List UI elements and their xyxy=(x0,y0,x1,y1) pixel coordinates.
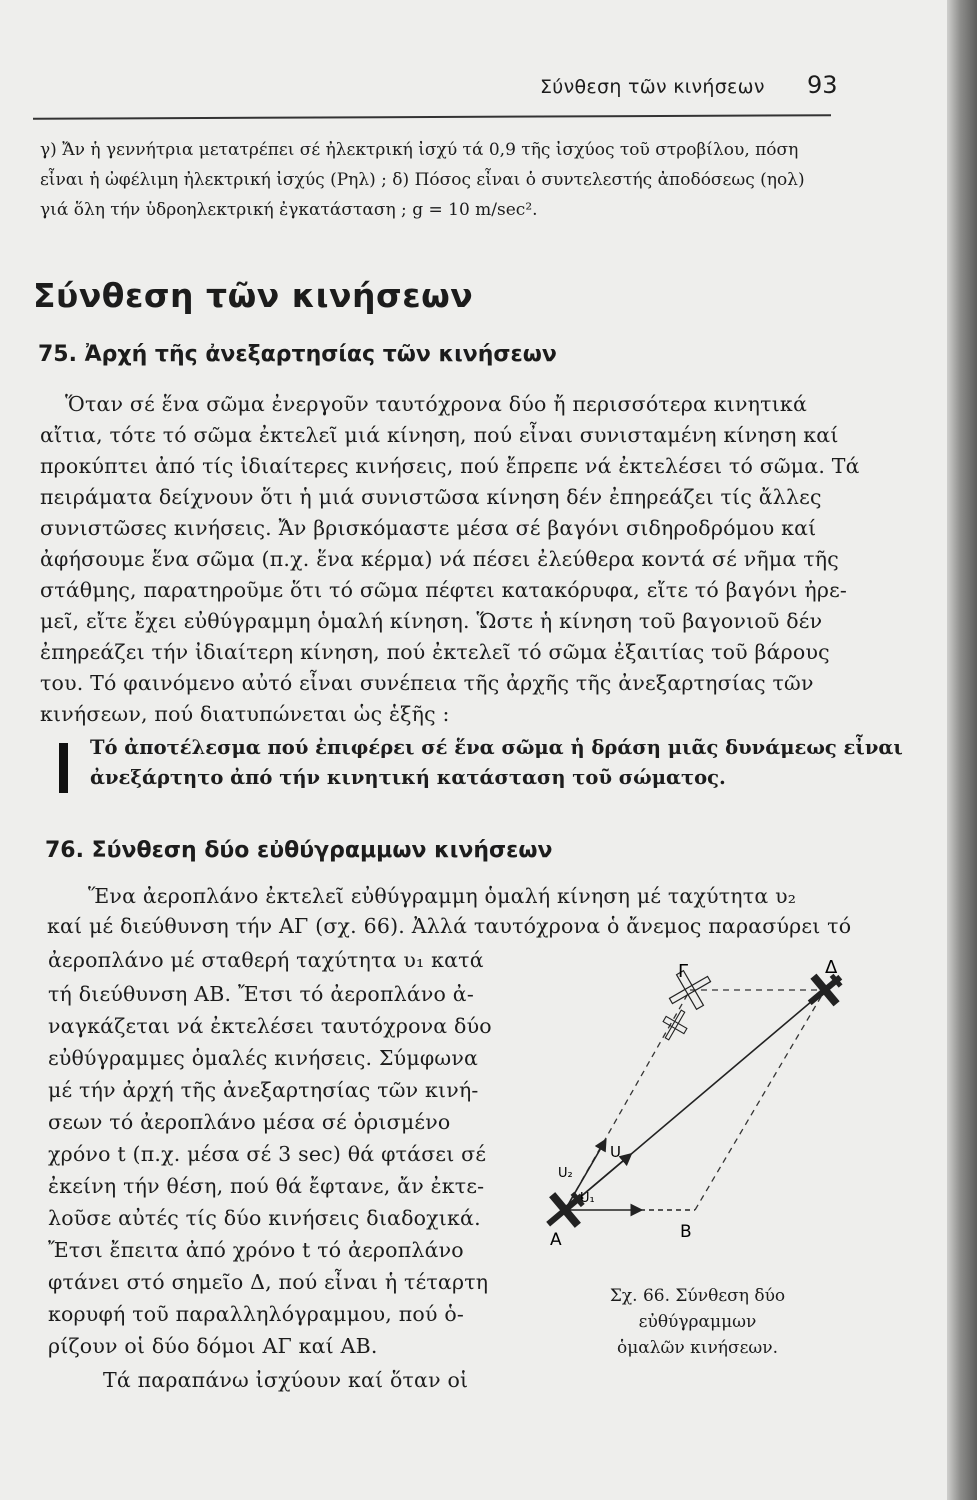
airplane-midway-icon xyxy=(657,1005,694,1045)
caption-line: Σχ. 66. Σύνθεση δύο εὐθύγραμμων xyxy=(609,1286,786,1332)
paragraph-line: μεῖ, εἴτε ἔχει εὐθύγραμμη ὁμαλή κίνηση. Ὥστε ἡ κίνηση τοῦ βαγονιοῦ δέν xyxy=(40,609,823,633)
paragraph-line: λοῦσε αὐτές τίς δύο κινήσεις διαδοχικά. xyxy=(48,1206,481,1230)
label-u1: U₁ xyxy=(580,1191,595,1206)
paragraph-line: Ἔτσι ἔπειτα ἀπό χρόνο t τό ἀεροπλάνο xyxy=(48,1238,464,1262)
header-rule xyxy=(33,114,831,119)
paragraph-line: αἴτια, τότε τό σῶμα ἐκτελεῖ μιά κίνηση, πού εἶναι συνισταμένη κίνηση καί xyxy=(40,423,839,447)
paragraph-line: ἐκείνη τήν θέση, πού θά ἔφτανε, ἄν ἐκτε- xyxy=(48,1174,485,1198)
subsection-76-heading: 76. Σύνθεση δύο εὐθύγραμμων κινήσεων xyxy=(45,838,553,863)
paragraph-line: μέ τήν ἀρχή τῆς ἀνεξαρτησίας τῶν κινή- xyxy=(48,1078,479,1102)
paragraph-line: ρίζουν οἱ δύο δόμοι ΑΓ καί ΑΒ. xyxy=(48,1334,378,1358)
label-u2: U₂ xyxy=(558,1166,573,1181)
label-a: A xyxy=(550,1230,562,1250)
paragraph-line: φτάνει στό σημεῖο Δ, πού εἶναι ἡ τέταρτη xyxy=(48,1270,489,1294)
subsection-75-heading: 75. Ἀρχή τῆς ἀνεξαρτησίας τῶν κινήσεων xyxy=(38,342,557,367)
paragraph-line: χρόνο t (π.χ. μέσα σέ 3 sec) θά φτάσει σέ xyxy=(48,1142,487,1166)
paragraph-line: καί μέ διεύθυνση τήν ΑΓ (σχ. 66). Ἀλλά ταυτόχρονα ὁ ἄνεμος παρασύρει τό xyxy=(47,914,852,938)
paragraph-line: προκύπτει ἀπό τίς ἰδιαίτερες κινήσεις, πού ἔπρεπε νά ἐκτελέσει τό σῶμα. Τά xyxy=(40,454,860,478)
paragraph-line: Ἕνα ἀεροπλάνο ἐκτελεῖ εὐθύγραμμη ὁμαλή κίνηση μέ ταχύτητα υ₂ xyxy=(88,884,797,908)
book-spine-shadow xyxy=(947,0,977,1500)
paragraph-line: ἐπηρεάζει τήν ἰδιαίτερη κίνηση, πού ἐκτελεῖ τό σῶμα ἐξαιτίας τοῦ βάρους xyxy=(40,640,830,664)
principle-line: ἀνεξάρτητο ἀπό τήν κινητική κατάσταση τοῦ σώματος. xyxy=(90,766,726,789)
figure-66-diagram xyxy=(520,945,860,1275)
label-u: U xyxy=(610,1143,621,1161)
paragraph-line: κινήσεων, πού διατυπώνεται ὡς ἑξῆς : xyxy=(40,702,450,726)
paragraph-line: ἀφήσουμε ἕνα σῶμα (π.χ. ἕνα κέρμα) νά πέσει ἐλεύθερα κοντά σέ νῆμα τῆς xyxy=(40,547,839,571)
paragraph-line: κορυφή τοῦ παραλληλόγραμμου, πού ὁ- xyxy=(48,1302,464,1326)
label-delta: Δ xyxy=(825,957,838,978)
principle-marker-bar xyxy=(59,743,68,793)
intro-line: εἶναι ἡ ὠφέλιμη ἠλεκτρική ἰσχύς (Ρηλ) ; δ) Πόσος εἶναι ὁ συντελεστής ἀποδόσεως (ηολ) xyxy=(40,170,805,190)
side-bd-dashed xyxy=(695,990,825,1210)
paragraph-line: Τά παραπάνω ἰσχύουν καί ὅταν οἱ xyxy=(103,1368,469,1392)
figure-caption xyxy=(555,1283,840,1361)
running-header-title: Σύνθεση τῶν κινήσεων xyxy=(540,76,765,98)
label-gamma: Γ xyxy=(678,961,689,982)
intro-line: γ) Ἄν ἡ γεννήτρια μετατρέπει σέ ἠλεκτρική ἰσχύ τά 0,9 τῆς ἰσχύος τοῦ στροβίλου, πόση xyxy=(40,140,799,160)
paragraph-line: ναγκάζεται νά ἐκτελέσει ταυτόχρονα δύο xyxy=(48,1014,492,1038)
paragraph-line: Ὅταν σέ ἕνα σῶμα ἐνεργοῦν ταυτόχρονα δύο ἤ περισσότερα κινητικά xyxy=(65,392,807,416)
paragraph-line: εὐθύγραμμες ὁμαλές κινήσεις. Σύμφωνα xyxy=(48,1046,479,1070)
intro-line: γιά ὅλη τήν ὑδροηλεκτρική ἐγκατάσταση ; g = 10 m/sec². xyxy=(40,200,538,220)
label-b: B xyxy=(680,1222,692,1242)
paragraph-line: συνιστῶσες κινήσεις. Ἄν βρισκόμαστε μέσα σέ βαγόνι σιδηροδρόμου καί xyxy=(40,516,817,540)
paragraph-line: στάθμης, παρατηροῦμε ὅτι τό σῶμα πέφτει κατακόρυφα, εἴτε τό βαγόνι ἠρε- xyxy=(40,578,848,602)
paragraph-line: σεων τό ἀεροπλάνο μέσα σέ ὁρισμένο xyxy=(48,1110,451,1134)
principle-line: Τό ἀποτέλεσμα πού ἐπιφέρει σέ ἕνα σῶμα ἡ δράση μιᾶς δυνάμεως εἶναι xyxy=(90,736,903,759)
paragraph-line: τή διεύθυνση ΑΒ. Ἔτσι τό ἀεροπλάνο ἀ- xyxy=(48,982,474,1006)
paragraph-line: του. Τό φαινόμενο αὐτό εἶναι συνέπεια τῆς ἀρχῆς τῆς ἀνεξαρτησίας τῶν xyxy=(40,671,814,695)
paragraph-line: ἀεροπλάνο μέ σταθερή ταχύτητα υ₁ κατά xyxy=(48,948,484,972)
section-title: Σύνθεση τῶν κινήσεων xyxy=(33,276,474,315)
caption-line: ὁμαλῶν κινήσεων. xyxy=(617,1338,778,1358)
paragraph-line: πειράματα δείχνουν ὅτι ἡ μιά συνιστῶσα κίνηση δέν ἐπηρεάζει τίς ἄλλες xyxy=(40,485,822,509)
page-number: 93 xyxy=(807,71,838,99)
